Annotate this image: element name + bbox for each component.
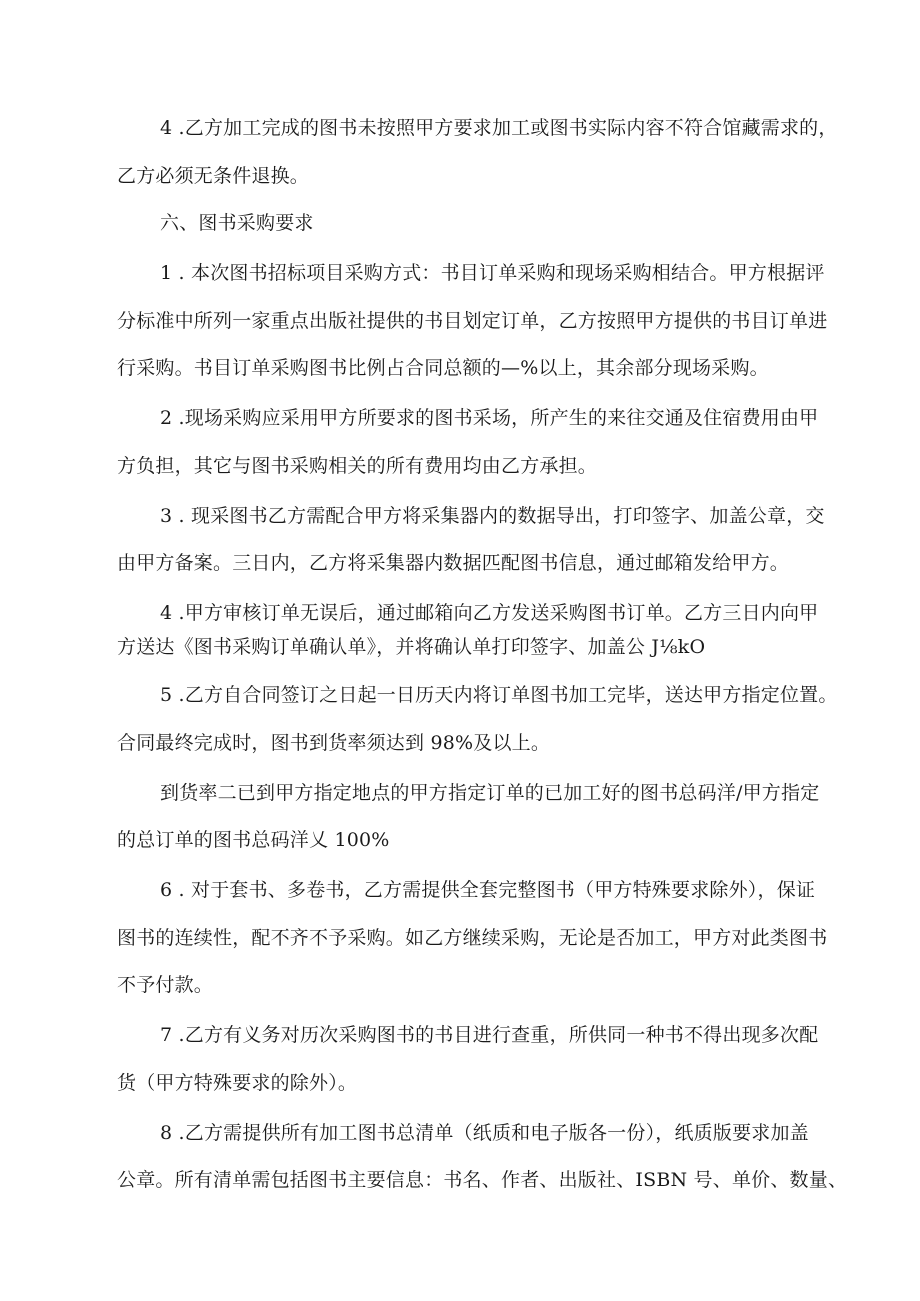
item8-line2: 公章。所有清单需包括图书主要信息：书名、作者、出版社、ISBN 号、单价、数量、 <box>117 1169 848 1191</box>
item4-line1: 4 .甲方审核订单无误后，通过邮箱向乙方发送采购图书订单。乙方三日内向甲 <box>160 602 819 624</box>
item1-line1: 1 . 本次图书招标项目采购方式：书目订单采购和现场采购相结合。甲方根据评 <box>160 262 825 284</box>
item2-line2: 方负担，其它与图书采购相关的所有费用均由乙方承担。 <box>117 455 598 477</box>
section-heading: 六、图书采购要求 <box>160 212 314 234</box>
item1-line3: 行采购。书目订单采购图书比例占合同总额的—%以上，其余部分现场采购。 <box>117 357 769 379</box>
formula-line1: 到货率二已到甲方指定地点的甲方指定订单的已加工好的图书总码洋/甲方指定 <box>160 782 820 804</box>
item4-top-line1: 4 .乙方加工完成的图书未按照甲方要求加工或图书实际内容不符合馆藏需求的， <box>160 117 838 139</box>
item3-line1: 3 . 现采图书乙方需配合甲方将采集器内的数据导出，打印签字、加盖公章，交 <box>160 505 825 527</box>
item6-line3: 不予付款。 <box>117 974 214 996</box>
item4-line2: 方送达《图书采购订单确认单》，并将确认单打印签字、加盖公 J⅛kO <box>117 636 706 658</box>
item2-line1: 2 .现场采购应采用甲方所要求的图书采场，所产生的来往交通及住宿费用由甲 <box>160 407 819 429</box>
item8-line1: 8 .乙方需提供所有加工图书总清单（纸质和电子版各一份），纸质版要求加盖 <box>160 1122 809 1144</box>
item6-line1: 6 . 对于套书、多卷书，乙方需提供全套完整图书（甲方特殊要求除外），保证 <box>160 879 816 901</box>
item7-line2: 货（甲方特殊要求的除外）。 <box>117 1072 358 1094</box>
item5-line2: 合同最终完成时，图书到货率须达到 98%及以上。 <box>117 732 551 754</box>
formula-line2: 的总订单的图书总码洋乂 100% <box>117 829 390 851</box>
item6-line2: 图书的连续性，配不齐不予采购。如乙方继续采购，无论是否加工，甲方对此类图书 <box>117 927 828 949</box>
item1-line2: 分标准中所列一家重点出版社提供的书目划定订单，乙方按照甲方提供的书目订单进 <box>117 310 828 332</box>
item4-top-line2: 乙方必须无条件退换。 <box>117 165 310 187</box>
item7-line1: 7 .乙方有义务对历次采购图书的书目进行查重，所供同一种书不得出现多次配 <box>160 1024 819 1046</box>
item5-line1: 5 .乙方自合同签订之日起一日历天内将订单图书加工完毕，送达甲方指定位置。 <box>160 684 838 706</box>
item3-line2: 由甲方备案。三日内，乙方将采集器内数据匹配图书信息，通过邮箱发给甲方。 <box>117 552 790 574</box>
